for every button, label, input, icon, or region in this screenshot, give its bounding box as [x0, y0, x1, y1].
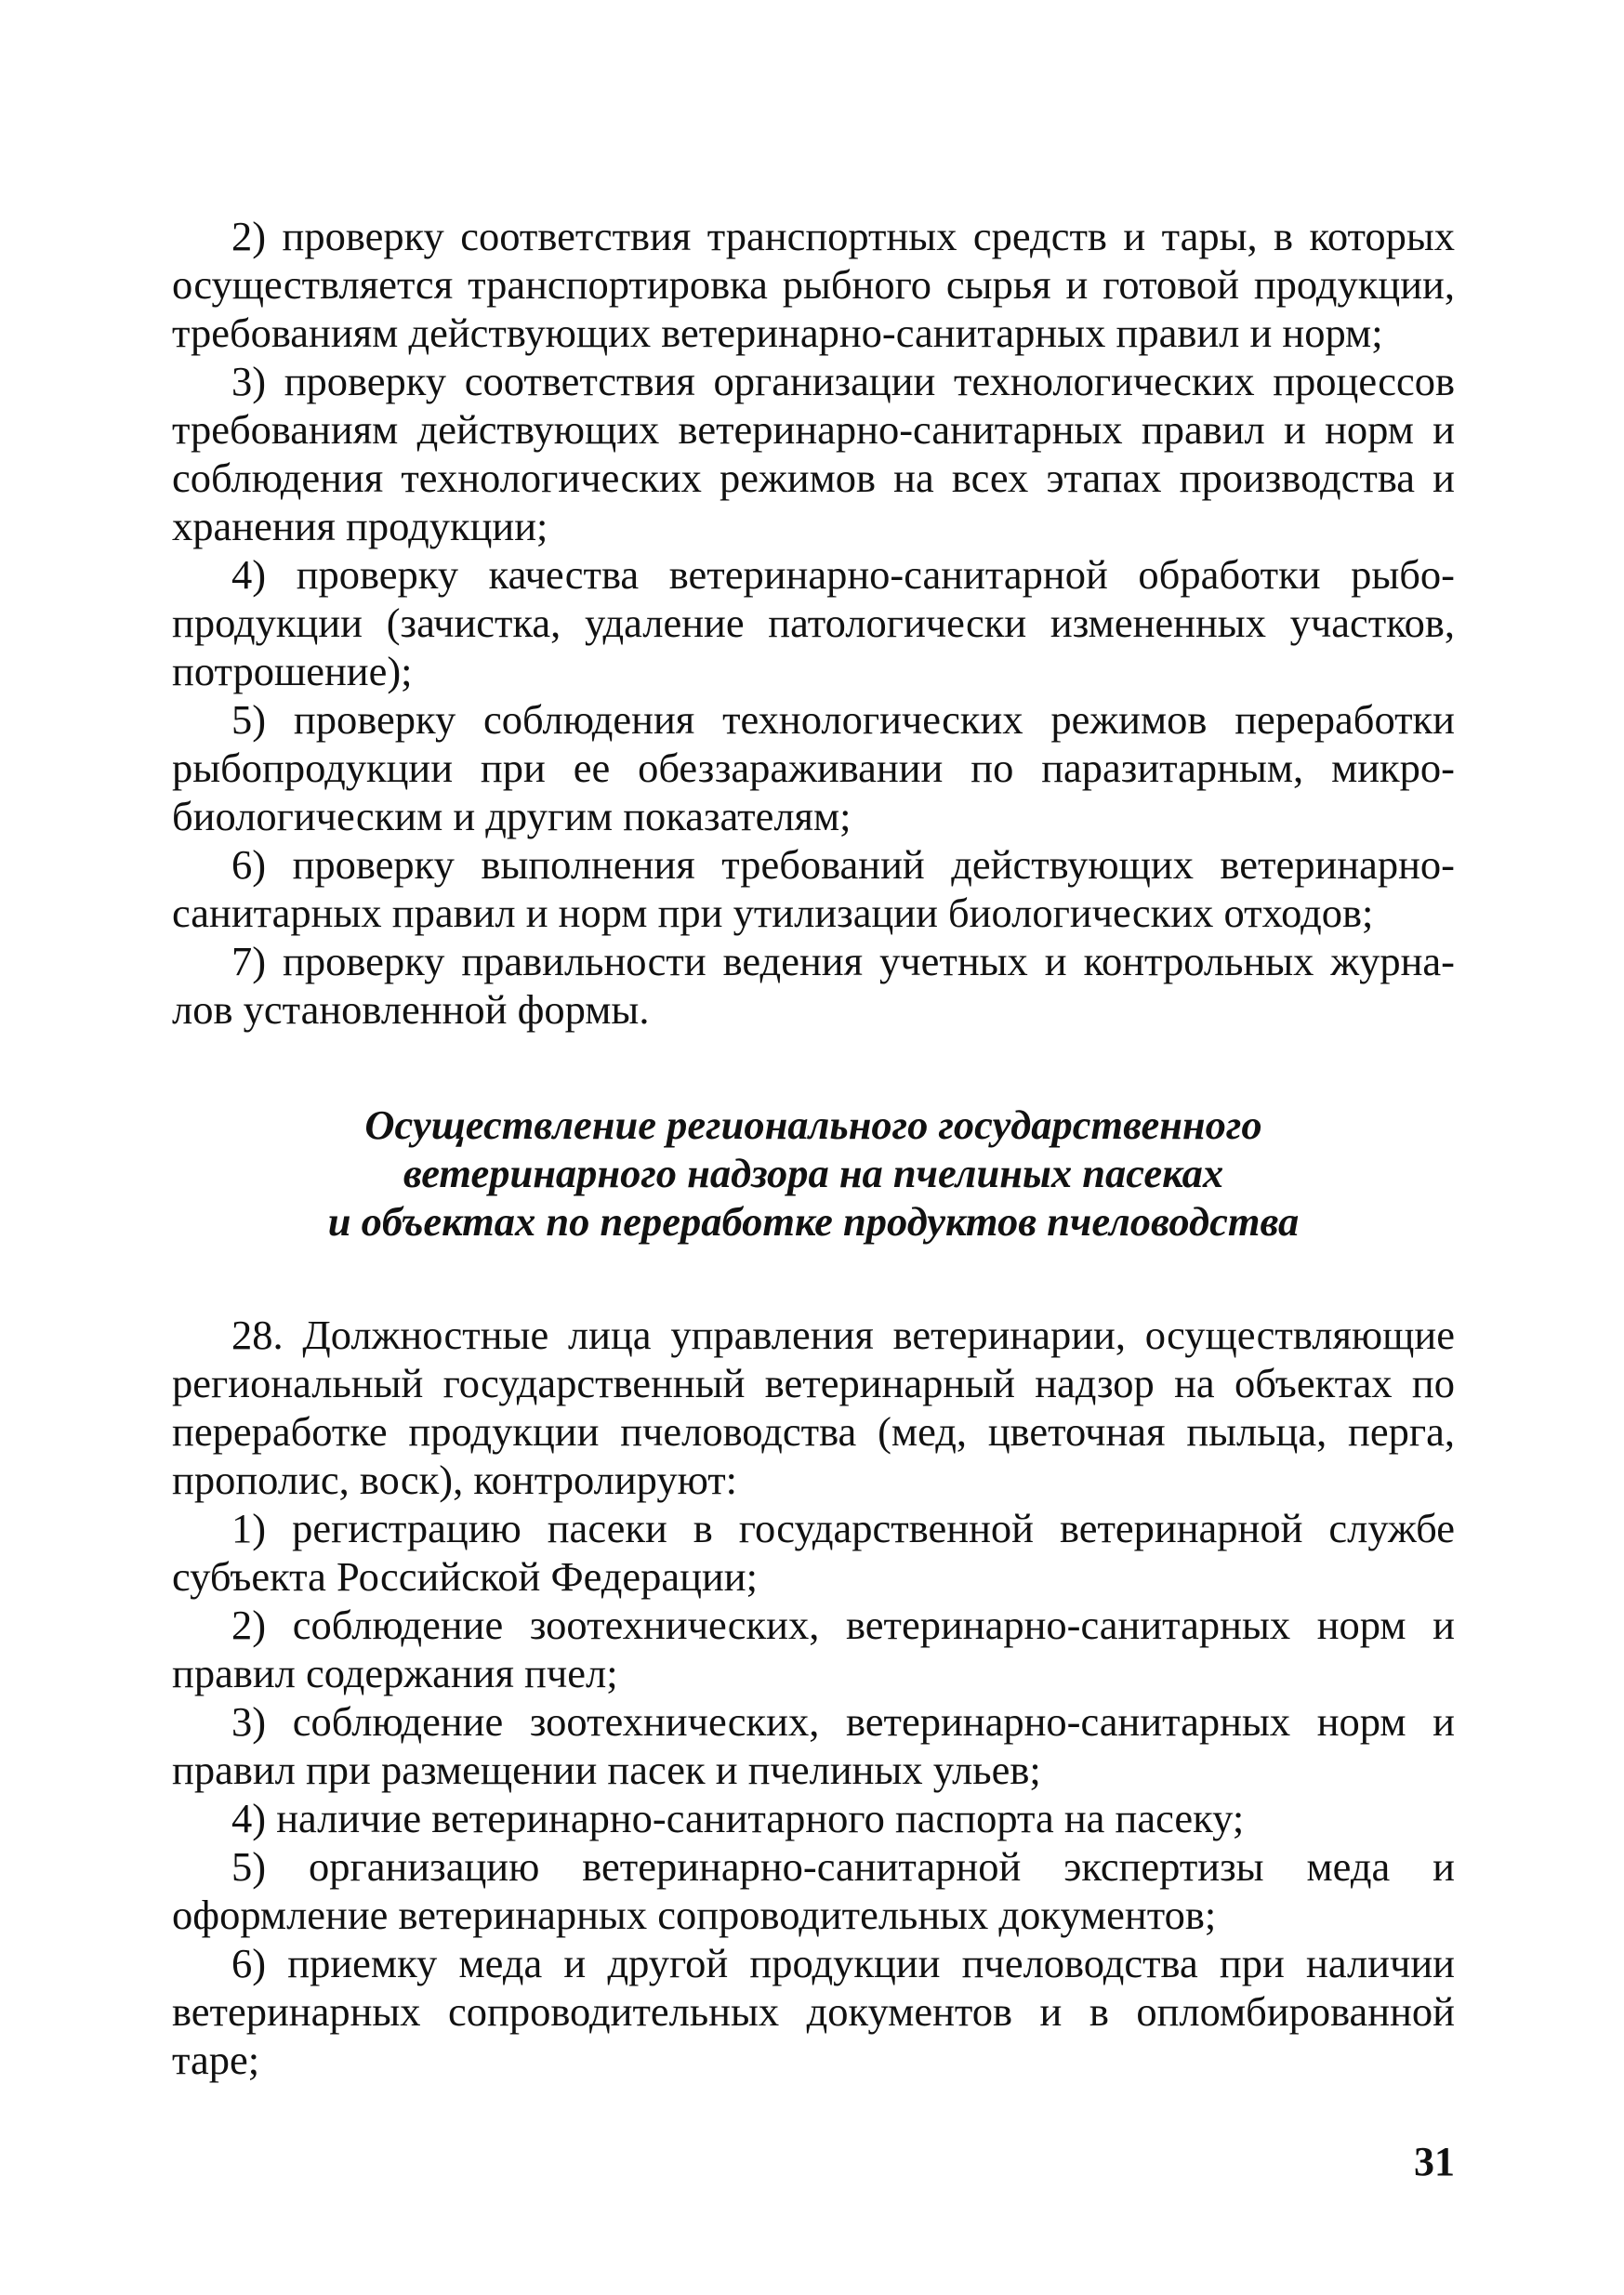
list-item: 5) проверку соблюдения технологических режимов переработки рыбопродукции при ее обеззараживании по паразитарным, микробиологическим и другим показателям;: [172, 696, 1455, 839]
list-item: 7) проверку правильности ведения учетных и контрольных журналов установленной формы.: [172, 938, 1455, 1033]
section-fish-inspection: [172, 212, 1455, 1034]
list-item: 4) наличие ветеринарно-санитарного паспорта на пасеку;: [231, 1795, 1245, 1841]
section-heading: [172, 1101, 1455, 1246]
list-item: 2) проверку соответствия транспортных средств и тары, в которых осуществляется транспортировка рыбного сырья и готовой продукции, требованиям действующих ветеринарно-санитарных правил и норм;: [172, 213, 1455, 356]
list-item: 3) проверку соответствия организации технологических процессов требованиям действующих ветеринарно-санитарных правил и норм и соблюдения технологических режимов на всех этапах производства и хранения продукции;: [172, 358, 1455, 549]
list-item: 3) соблюдение зоотехнических, ветеринарно-санитарных норм и правил при размещении пасек и пчелиных ульев;: [172, 1698, 1455, 1793]
heading-line: ветеринарного надзора на пчелиных пасеках: [403, 1150, 1224, 1196]
list-item: 5) организацию ветеринарно-санитарной экспертизы меда и оформление ветеринарных сопроводительных документов;: [172, 1843, 1455, 1938]
list-item: 4) проверку качества ветеринарно-санитарной обработки рыбопродукции (зачистка, удаление патологически измененных участков, потрошение);: [172, 551, 1455, 694]
page-number: 31: [1414, 2139, 1455, 2184]
list-item: 6) приемку меда и другой продукции пчеловодства при наличии ветеринарных сопроводительных документов и в опломбированной таре;: [172, 1940, 1455, 2083]
list-item: 6) проверку выполнения требований действующих ветеринарно-санитарных правил и норм при утилизации биологических отходов;: [172, 841, 1455, 936]
list-item: 2) соблюдение зоотехнических, ветеринарно-санитарных норм и правил содержания пчел;: [172, 1602, 1455, 1696]
heading-line: и объектах по переработке продуктов пчеловодства: [327, 1198, 1300, 1245]
list-item: 1) регистрацию пасеки в государственной ветеринарной службе субъекта Российской Федерации;: [172, 1505, 1455, 1600]
heading-line: Осуществление регионального государственного: [364, 1101, 1262, 1148]
section-apiary-inspection: [172, 1311, 1455, 2084]
section-intro-paragraph: 28. Должностные лица управления ветеринарии, осуществляющие региональный государственный ветеринарный надзор на объектах по переработке продукции пчеловодства (мед, цветочная пыльца, перга, прополис, воск), контролируют:: [172, 1312, 1455, 1503]
document-page: [172, 212, 1455, 2084]
